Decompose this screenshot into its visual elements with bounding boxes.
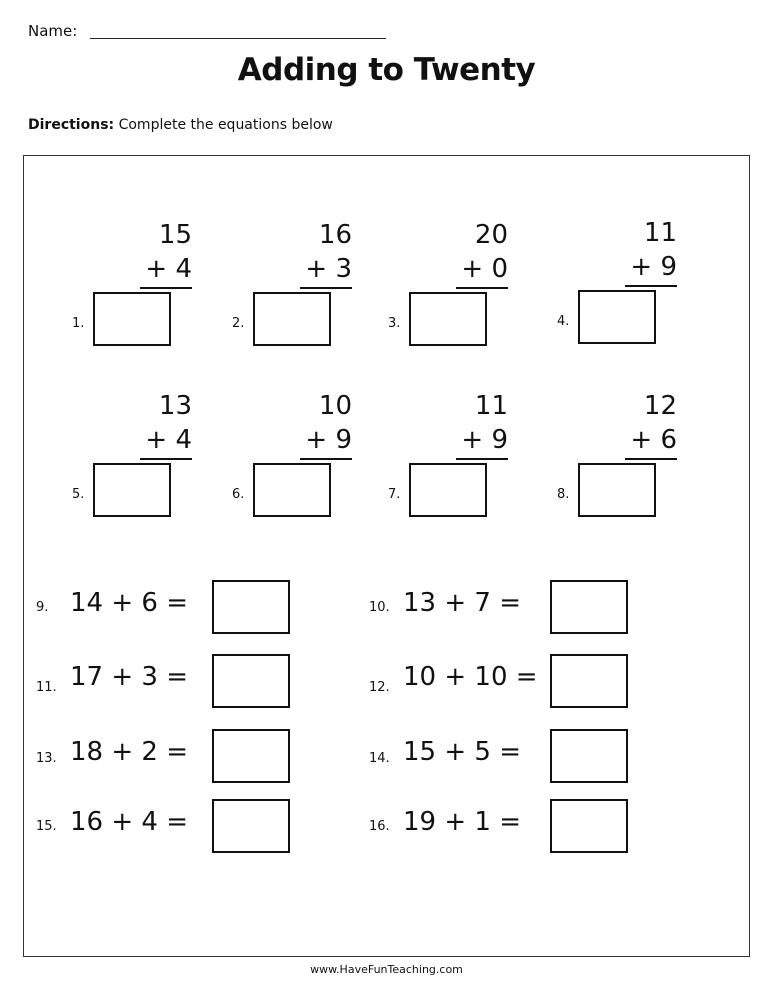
answer-box[interactable]: [578, 290, 656, 344]
answer-box[interactable]: [93, 463, 171, 517]
problem-number: 8.: [557, 487, 570, 502]
directions: [28, 117, 333, 133]
horizontal-problem-9: [36, 580, 336, 636]
problem-rule: [456, 287, 508, 289]
problem-rule: [625, 285, 677, 287]
answer-box[interactable]: [550, 799, 628, 853]
problem-addend: + 9: [461, 425, 508, 455]
problem-top-number: 11: [474, 391, 508, 421]
problem-addend: + 3: [305, 254, 352, 284]
horizontal-problem-13: [36, 729, 336, 785]
vertical-problem-2: [232, 220, 352, 360]
horizontal-problem-16: [369, 799, 669, 855]
answer-box[interactable]: [212, 654, 290, 708]
problem-top-number: 10: [318, 391, 352, 421]
worksheet-title: Adding to Twenty: [237, 52, 536, 88]
problem-equation: 15 + 5 =: [403, 737, 521, 767]
name-label: Name:: [28, 22, 78, 40]
problem-rule: [625, 458, 677, 460]
answer-box[interactable]: [93, 292, 171, 346]
horizontal-problem-10: [369, 580, 669, 636]
vertical-problem-4: [557, 218, 677, 358]
problem-number: 3.: [388, 316, 401, 331]
problem-number: 12.: [369, 680, 390, 695]
vertical-problem-5: [72, 391, 192, 531]
vertical-problem-8: [557, 391, 677, 531]
problem-addend: + 9: [630, 252, 677, 282]
answer-box[interactable]: [550, 729, 628, 783]
problem-rule: [140, 458, 192, 460]
problem-number: 16.: [369, 819, 390, 834]
vertical-problem-6: [232, 391, 352, 531]
problem-addend: + 6: [630, 425, 677, 455]
vertical-problem-3: [388, 220, 508, 360]
answer-box[interactable]: [212, 799, 290, 853]
directions-label: Directions:: [28, 117, 115, 133]
vertical-problem-7: [388, 391, 508, 531]
horizontal-problem-15: [36, 799, 336, 855]
problem-number: 4.: [557, 314, 570, 329]
problem-equation: 16 + 4 =: [70, 807, 188, 837]
problem-number: 6.: [232, 487, 245, 502]
problem-number: 2.: [232, 316, 245, 331]
problem-top-number: 11: [643, 218, 677, 248]
problem-equation: 13 + 7 =: [403, 588, 521, 618]
problem-number: 10.: [369, 600, 390, 615]
footer-website: www.HaveFunTeaching.com: [310, 963, 463, 976]
problem-rule: [300, 287, 352, 289]
problem-equation: 10 + 10 =: [403, 662, 538, 692]
problem-top-number: 15: [158, 220, 192, 250]
answer-box[interactable]: [550, 580, 628, 634]
problem-number: 15.: [36, 819, 57, 834]
problem-top-number: 20: [474, 220, 508, 250]
problem-addend: + 4: [145, 425, 192, 455]
problem-rule: [456, 458, 508, 460]
problem-top-number: 13: [158, 391, 192, 421]
name-line[interactable]: [90, 38, 386, 39]
problem-equation: 19 + 1 =: [403, 807, 521, 837]
horizontal-problem-11: [36, 654, 336, 710]
horizontal-problem-12: [369, 654, 669, 710]
directions-text: Complete the equations below: [114, 117, 333, 133]
problem-addend: + 4: [145, 254, 192, 284]
problem-addend: + 0: [461, 254, 508, 284]
problem-number: 9.: [36, 600, 49, 615]
problem-number: 14.: [369, 751, 390, 766]
horizontal-problem-14: [369, 729, 669, 785]
answer-box[interactable]: [212, 580, 290, 634]
problem-equation: 18 + 2 =: [70, 737, 188, 767]
problem-rule: [300, 458, 352, 460]
problem-rule: [140, 287, 192, 289]
problem-number: 7.: [388, 487, 401, 502]
answer-box[interactable]: [212, 729, 290, 783]
problem-top-number: 16: [318, 220, 352, 250]
problem-number: 11.: [36, 680, 57, 695]
answer-box[interactable]: [253, 292, 331, 346]
answer-box[interactable]: [550, 654, 628, 708]
answer-box[interactable]: [409, 292, 487, 346]
vertical-problem-1: [72, 220, 192, 360]
answer-box[interactable]: [578, 463, 656, 517]
answer-box[interactable]: [253, 463, 331, 517]
problem-top-number: 12: [643, 391, 677, 421]
problem-equation: 17 + 3 =: [70, 662, 188, 692]
answer-box[interactable]: [409, 463, 487, 517]
problem-addend: + 9: [305, 425, 352, 455]
problem-number: 1.: [72, 316, 85, 331]
problem-equation: 14 + 6 =: [70, 588, 188, 618]
problem-number: 5.: [72, 487, 85, 502]
problem-number: 13.: [36, 751, 57, 766]
